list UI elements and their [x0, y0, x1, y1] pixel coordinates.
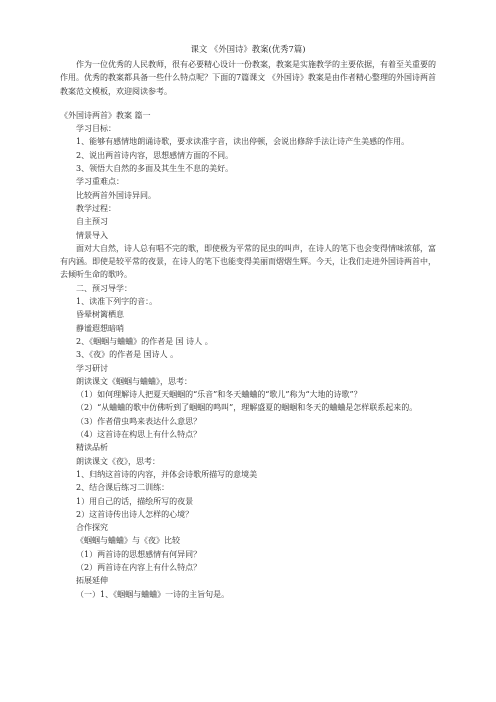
text-line: 朗读课文《蝈蝈与蛐蛐》，思考： — [76, 376, 192, 386]
text-line: （1）如何理解诗人把夏天蝈蝈的“乐音”和冬天蛐蛐的“歌儿”称为“大地的诗歌”？ — [76, 390, 362, 400]
text-line: 2、结合课后练习二训练： — [76, 483, 170, 493]
text-line: 学习重难点： — [76, 177, 124, 187]
text-line: 1、归纳这首诗的内容，并体会诗歌所描写的意境美 — [76, 469, 258, 479]
text-line: 二、预习导学： — [76, 283, 132, 293]
text-line: 朗读课文《夜》，思考： — [76, 456, 160, 466]
text-line: 2、说出两首诗内容，思想感情方面的不同。 — [76, 150, 234, 160]
text-line: 《蝈蝈与蛐蛐》与《夜》比较 — [76, 536, 180, 546]
text-line: 静谧遐想暗哨 — [76, 323, 124, 333]
document-title: 课文 《外国诗》教案(优秀7篇) — [190, 44, 306, 54]
text-line: 情景导入 — [76, 230, 108, 240]
text-line: （2）两首诗在内容上有什么特点？ — [76, 562, 202, 572]
text-line: 自主预习 — [76, 217, 108, 227]
text-line: （2）“从蛐蛐的歌中仿佛听到了蝈蝈的鸣叫”，理解盛夏的蝈蝈和冬天的蛐蛐是怎样联系起来的。 — [76, 403, 418, 413]
text-line: 3、领悟大自然的多面及其生生不息的美好。 — [76, 164, 234, 174]
text-line: 3、《夜》的作者是 国诗人 。 — [76, 350, 179, 360]
text-line: （1）两首诗的思想感情有何异同？ — [76, 549, 202, 559]
text-line: （一）1、《蝈蝈与蛐蛐》一诗的主旨句是。 — [76, 589, 230, 599]
text-line: 2、《蝈蝈与蛐蛐》的作者是 国 诗人 。 — [76, 336, 213, 346]
text-line: 学习研讨 — [76, 363, 108, 373]
text-line: 拓展延伸 — [76, 576, 108, 586]
section-heading: 《外国诗两首》教案 篇一 — [60, 110, 151, 120]
text-line: 比较两首外国诗异同。 — [76, 190, 156, 200]
text-line: 面对大自然，诗人总有唱不完的歌，即使极为平常的昆虫的叫声，在诗人的笔下也会变得情味浓郁，富有内涵。即使是较平常的夜景，在诗人的笔下也能变得美丽而熠熠生辉。今天，让我们走进外国诗两首中，去倾听生命的歌吟。 — [60, 243, 436, 280]
text-line: 2）这首诗传出诗人怎样的心境？ — [76, 509, 194, 519]
text-line: （4）这首诗在构思上有什么特点？ — [76, 430, 202, 440]
text-line: 合作探究 — [76, 523, 108, 533]
text-line: 精读品析 — [76, 443, 108, 453]
text-line: 1、读准下列字的音：。 — [76, 297, 158, 307]
text-line: 教学过程： — [76, 203, 116, 213]
text-line: 1）用自己的话，描绘所写的夜景 — [76, 496, 194, 506]
text-line: 昏晕树篱栖息 — [76, 310, 124, 320]
section-gap — [60, 98, 436, 109]
text-line: 学习目标： — [76, 124, 116, 134]
text-line: （3）作者借虫鸣来表达什么意思？ — [76, 416, 202, 426]
text-line: 1、能够有感情地朗诵诗歌，要求读准字音，读出停顿，会说出修辞手法让诗产生美感的作用。 — [76, 137, 410, 147]
intro-paragraph: 作为一位优秀的人民教师，很有必要精心设计一份教案，教案是实施教学的主要依据，有着至关重要的作用。优秀的教案都具备一些什么特点呢？下面的7篇课文 《外国诗》教案是由作者精心整理的外国诗两首教案范文模板，欢迎阅读参考。 — [60, 60, 436, 96]
